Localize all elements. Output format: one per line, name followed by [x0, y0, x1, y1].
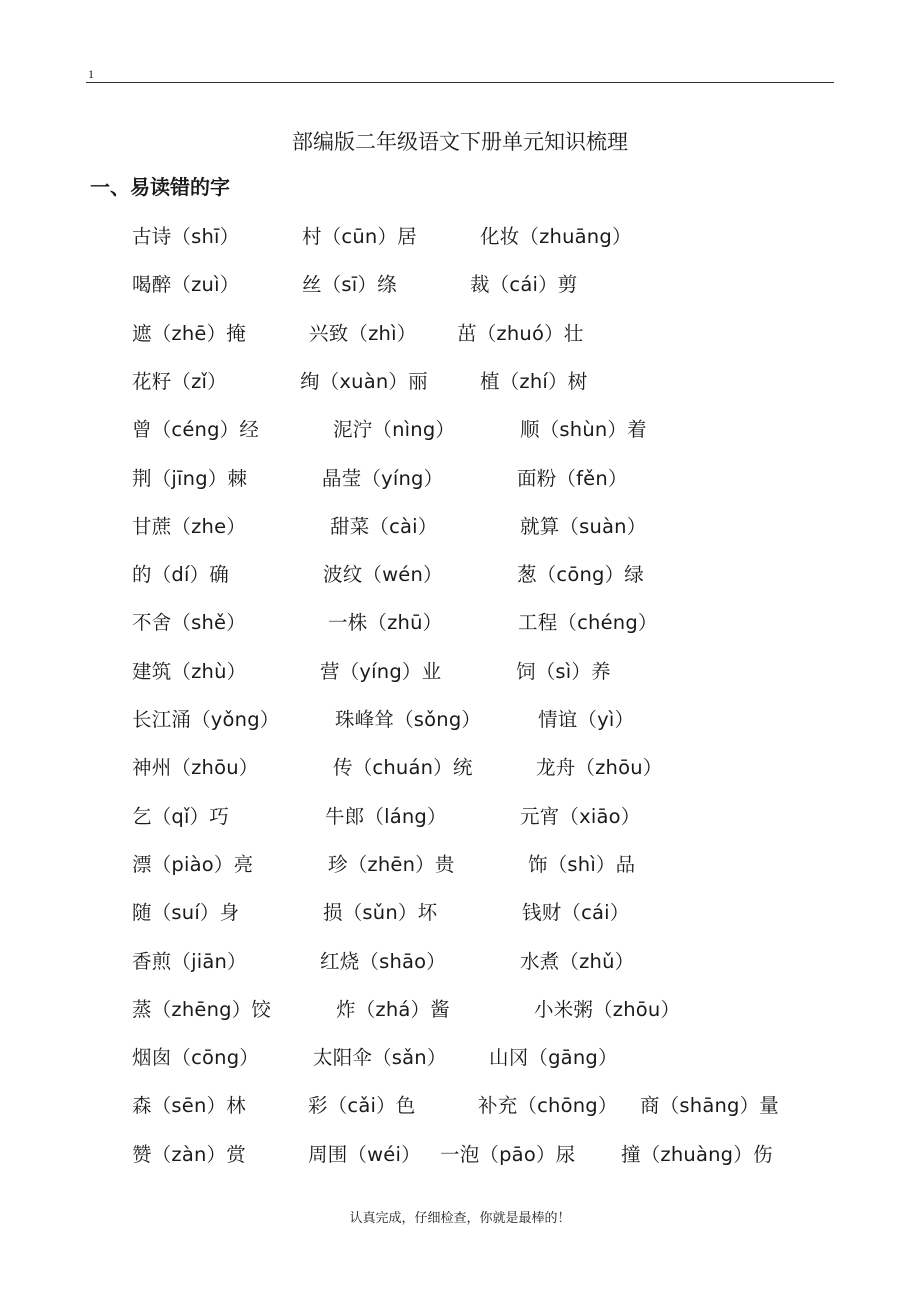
word-item: 蒸（zhēng）饺 [132, 997, 272, 1021]
word-item: 烟囱（cōng） [132, 1046, 259, 1070]
word-item: 太阳伞（sǎn） [313, 1046, 447, 1070]
word-row [0, 221, 920, 251]
word-item: 彩（cǎi）色 [308, 1094, 416, 1118]
word-item: 水煮（zhǔ） [520, 949, 635, 973]
word-item: 遮（zhē）掩 [132, 321, 246, 345]
word-row [0, 463, 920, 493]
word-item: 漂（piào）亮 [132, 852, 254, 876]
word-row [0, 656, 920, 686]
word-item: 炸（zhá）酱 [336, 997, 450, 1021]
word-item: 甜菜（cài） [330, 514, 438, 538]
word-item: 商（shāng）量 [640, 1094, 780, 1118]
word-item: 长江涌（yǒng） [132, 708, 280, 731]
word-item: 面粉（fěn） [517, 466, 628, 490]
word-item: 撞（zhuàng）伤 [621, 1142, 773, 1166]
page-number: 1 [88, 67, 94, 81]
word-item: 喝醉（zuì） [132, 273, 240, 297]
word-item: 波纹（wén） [323, 563, 443, 587]
word-row [0, 752, 920, 782]
word-row [0, 559, 920, 589]
word-item: 损（sǔn）坏 [323, 901, 438, 925]
word-item: 珍（zhēn）贵 [328, 852, 455, 876]
word-item: 红烧（shāo） [320, 949, 446, 973]
word-item: 饲（sì）养 [516, 659, 611, 683]
word-item: 情谊（yì） [538, 708, 635, 731]
word-item: 一泡（pāo）尿 [440, 1142, 576, 1166]
word-item: 营（yíng）业 [320, 659, 442, 683]
word-item: 随（suí）身 [132, 901, 240, 925]
word-item: 山冈（gāng） [489, 1046, 618, 1070]
word-row [0, 607, 920, 637]
word-row [0, 897, 920, 927]
word-row [0, 849, 920, 879]
word-item: 的（dí）确 [132, 563, 229, 587]
word-row [0, 801, 920, 831]
word-item: 曾（céng）经 [132, 418, 260, 442]
word-item: 建筑（zhù） [132, 659, 247, 683]
word-item: 一株（zhū） [328, 611, 443, 635]
word-item: 赞（zàn）赏 [132, 1142, 246, 1166]
word-item: 钱财（cái） [522, 901, 630, 925]
word-item: 花籽（zǐ） [132, 369, 227, 393]
footer-note: 认真完成，仔细检查，你就是最棒的！ [349, 1211, 571, 1226]
word-item: 化妆（zhuāng） [480, 225, 632, 248]
word-row [0, 704, 920, 734]
word-item: 龙舟（zhōu） [536, 756, 663, 780]
word-item: 香煎（jiān） [132, 949, 247, 973]
word-item: 甘蔗（zhe） [132, 514, 246, 538]
word-row [0, 366, 920, 396]
word-row [0, 318, 920, 348]
word-row [0, 1090, 920, 1120]
word-item: 小米粥（zhōu） [534, 997, 681, 1021]
word-item: 古诗（shī） [132, 225, 240, 248]
word-item: 饰（shì）品 [528, 852, 636, 876]
word-item: 补充（chōng） [478, 1094, 618, 1118]
word-item: 牛郎（láng） [325, 804, 447, 828]
word-item: 裁（cái）剪 [470, 273, 578, 297]
word-item: 森（sēn）林 [132, 1094, 246, 1118]
word-item: 村（cūn）居 [302, 225, 417, 248]
header-rule [86, 82, 834, 83]
word-row [0, 269, 920, 299]
word-item: 丝（sī）绦 [302, 273, 397, 297]
word-item: 晶莹（yíng） [322, 466, 444, 490]
word-item: 顺（shùn）着 [520, 418, 647, 442]
word-row [0, 994, 920, 1024]
word-row [0, 511, 920, 541]
word-item: 不舍（shě） [132, 611, 246, 635]
word-item: 珠峰耸（sǒng） [335, 708, 482, 731]
word-item: 兴致（zhì） [309, 321, 417, 345]
word-item: 茁（zhuó）壮 [457, 321, 584, 345]
word-item: 荆（jīng）棘 [132, 466, 248, 490]
word-item: 周围（wéi） [308, 1142, 421, 1166]
word-item: 植（zhí）树 [480, 369, 588, 393]
word-row [0, 946, 920, 976]
word-item: 葱（cōng）绿 [517, 563, 644, 587]
word-item: 泥泞（nìng） [333, 418, 456, 442]
word-item: 绚（xuàn）丽 [300, 369, 428, 393]
word-item: 乞（qǐ）巧 [132, 804, 229, 828]
word-item: 传（chuán）统 [333, 756, 473, 780]
document-title: 部编版二年级语文下册单元知识梳理 [292, 130, 628, 154]
word-item: 就算（suàn） [520, 514, 647, 538]
word-item: 神州（zhōu） [132, 756, 259, 780]
word-item: 元宵（xiāo） [520, 804, 641, 828]
section-heading: 一、易读错的字 [90, 175, 230, 199]
word-row [0, 414, 920, 444]
word-item: 工程（chéng） [518, 611, 658, 635]
word-row [0, 1042, 920, 1072]
word-row [0, 1139, 920, 1169]
